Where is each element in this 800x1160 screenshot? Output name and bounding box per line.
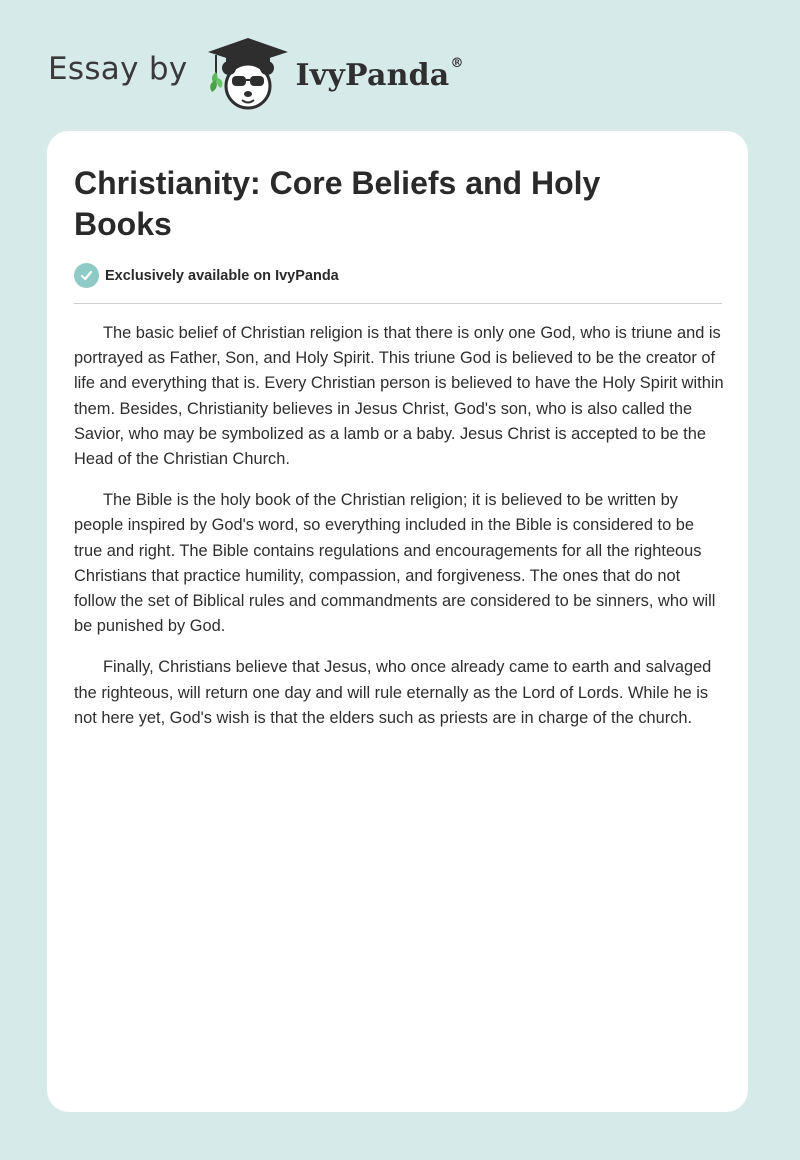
essay-by-label: Essay by <box>48 51 188 87</box>
paragraph: The basic belief of Christian religion is that there is only one God, who is triune and is portrayed as Father, Son, and Holy Spirit. This triune God is believed to be the creator of life and everything that is. Every Christian person is believed to have the Holy Spirit within them. Besides, Christianity believes in Jesus Christ, God's son, who is also called the Savior, who may be symbolized as a lamb or a baby. Jesus Christ is accepted to be the Head of the Christian Church. <box>74 324 724 469</box>
paragraph: The Bible is the holy book of the Christian religion; it is believed to be written by people inspired by God's word, so everything included in the Bible is considered to be true and right. The Bible contains regulations and encouragements for all the righteous Christians that practice humility, compassion, and forgiveness. The ones that do not follow the set of Biblical rules and commandments are considered to be sinners, who will be punished by God. <box>74 491 716 636</box>
panda-graduate-logo-icon[interactable] <box>202 34 294 114</box>
registered-mark: ® <box>450 55 464 71</box>
paragraph: Finally, Christians believe that Jesus, who once already came to earth and salvaged the righteous, will return one day and will rule eternally as the Lord of Lords. While he is not here yet, God's wish is that the elders such as priests are in charge of the church. <box>74 658 712 727</box>
page-title: Christianity: Core Beliefs and Holy Books <box>74 165 601 242</box>
brand-name[interactable]: IvyPanda® <box>295 55 464 93</box>
badge-text: Exclusively available on IvyPanda <box>105 267 339 284</box>
divider <box>74 303 722 304</box>
exclusive-badge <box>74 263 339 288</box>
check-circle-icon <box>74 263 99 288</box>
essay-card <box>47 131 748 1112</box>
essay-body <box>74 321 724 747</box>
site-header <box>48 34 464 114</box>
